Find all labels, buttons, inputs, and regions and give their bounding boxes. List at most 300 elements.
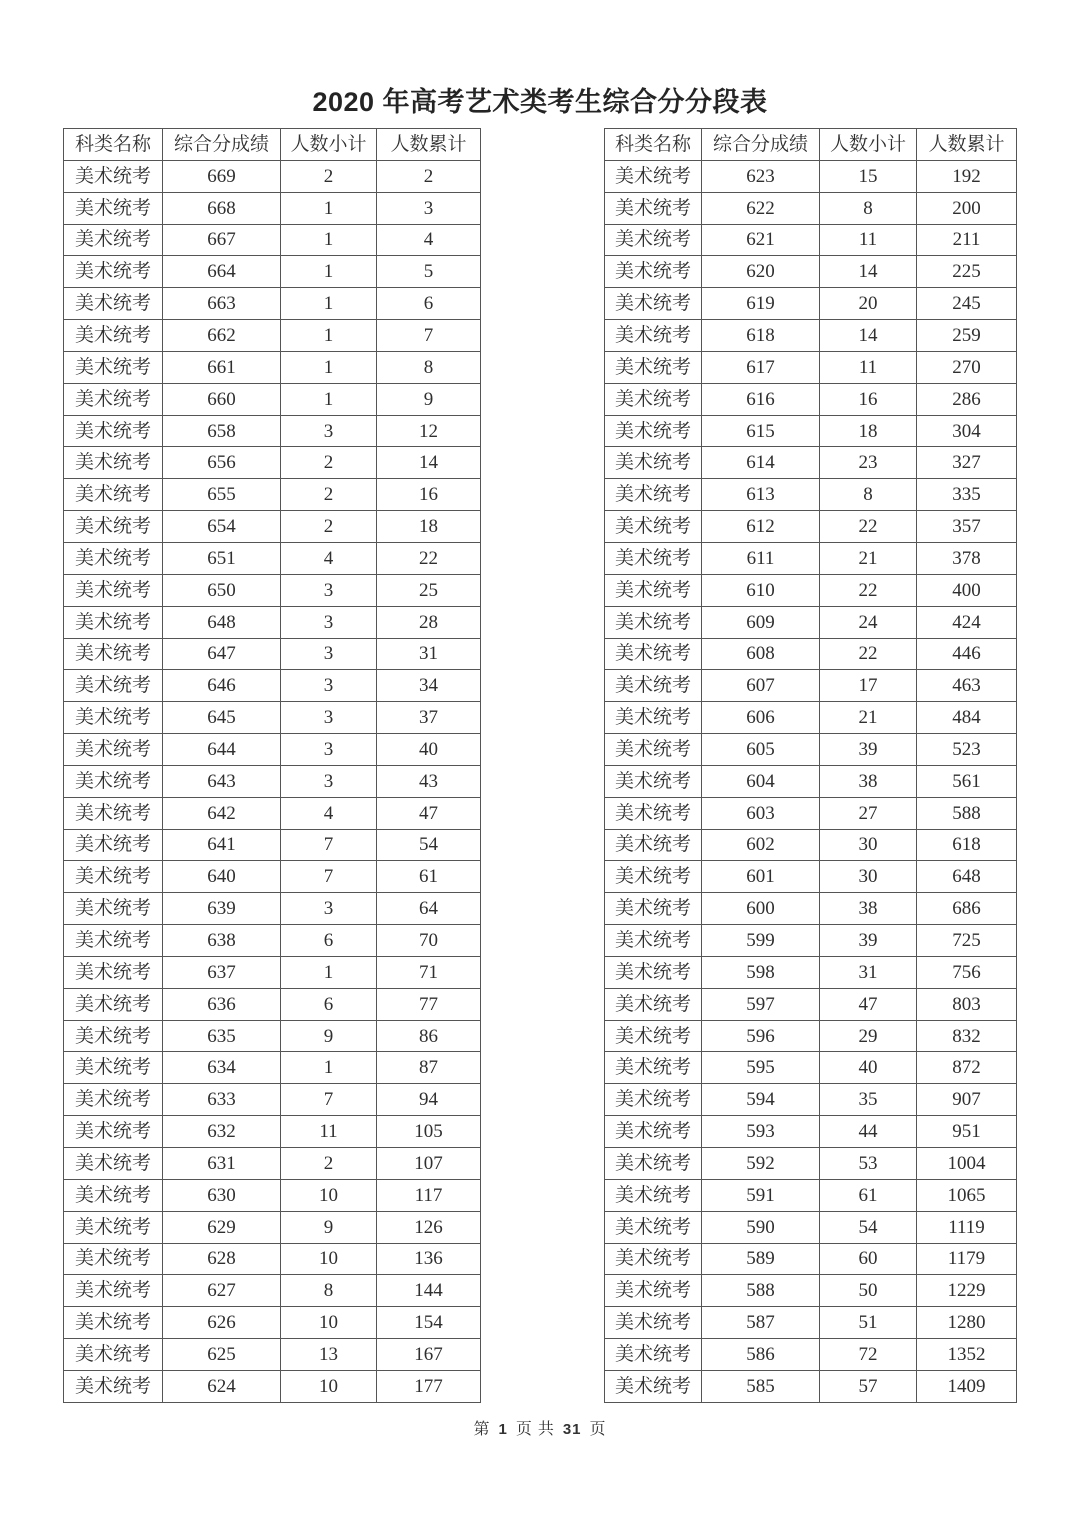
table-cell: 美术统考 bbox=[605, 797, 702, 829]
table-cell: 635 bbox=[163, 1020, 281, 1052]
table-row bbox=[605, 192, 1017, 224]
table-cell: 24 bbox=[820, 606, 917, 638]
table-cell: 美术统考 bbox=[64, 956, 163, 988]
table-cell: 51 bbox=[820, 1307, 917, 1339]
table-cell: 22 bbox=[820, 511, 917, 543]
table-cell: 16 bbox=[377, 479, 481, 511]
table-row bbox=[64, 1020, 481, 1052]
table-row bbox=[605, 734, 1017, 766]
table-cell: 9 bbox=[281, 1020, 377, 1052]
table-cell: 661 bbox=[163, 351, 281, 383]
table-cell: 54 bbox=[820, 1211, 917, 1243]
column-header: 综合分成绩 bbox=[163, 129, 281, 161]
table-cell: 美术统考 bbox=[605, 1179, 702, 1211]
table-cell: 70 bbox=[377, 925, 481, 957]
table-cell: 592 bbox=[702, 1148, 820, 1180]
table-row bbox=[64, 383, 481, 415]
table-cell: 美术统考 bbox=[605, 447, 702, 479]
table-cell: 609 bbox=[702, 606, 820, 638]
table-row bbox=[605, 1275, 1017, 1307]
table-cell: 136 bbox=[377, 1243, 481, 1275]
table-cell: 211 bbox=[917, 224, 1017, 256]
table-cell: 603 bbox=[702, 797, 820, 829]
table-cell: 245 bbox=[917, 288, 1017, 320]
table-cell: 634 bbox=[163, 1052, 281, 1084]
table-row bbox=[605, 447, 1017, 479]
tables-container bbox=[63, 128, 1017, 1403]
table-cell: 美术统考 bbox=[64, 638, 163, 670]
table-cell: 647 bbox=[163, 638, 281, 670]
table-cell: 30 bbox=[820, 861, 917, 893]
table-row bbox=[64, 829, 481, 861]
table-cell: 57 bbox=[820, 1370, 917, 1402]
table-cell: 25 bbox=[377, 574, 481, 606]
table-row bbox=[64, 192, 481, 224]
table-cell: 54 bbox=[377, 829, 481, 861]
table-cell: 667 bbox=[163, 224, 281, 256]
table-cell: 643 bbox=[163, 765, 281, 797]
score-table-right bbox=[604, 128, 1017, 1403]
table-cell: 美术统考 bbox=[605, 351, 702, 383]
table-cell: 648 bbox=[917, 861, 1017, 893]
table-row bbox=[64, 861, 481, 893]
table-cell: 600 bbox=[702, 893, 820, 925]
table-cell: 640 bbox=[163, 861, 281, 893]
table-cell: 622 bbox=[702, 192, 820, 224]
table-cell: 1 bbox=[281, 351, 377, 383]
table-cell: 美术统考 bbox=[64, 320, 163, 352]
table-cell: 648 bbox=[163, 606, 281, 638]
table-row bbox=[605, 606, 1017, 638]
table-cell: 623 bbox=[702, 160, 820, 192]
table-cell: 美术统考 bbox=[605, 702, 702, 734]
score-table-left bbox=[63, 128, 481, 1403]
table-cell: 1 bbox=[281, 956, 377, 988]
table-row bbox=[64, 1052, 481, 1084]
table-cell: 601 bbox=[702, 861, 820, 893]
table-cell: 美术统考 bbox=[605, 511, 702, 543]
table-row bbox=[605, 256, 1017, 288]
table-cell: 10 bbox=[281, 1307, 377, 1339]
table-cell: 620 bbox=[702, 256, 820, 288]
table-row bbox=[605, 351, 1017, 383]
table-row bbox=[605, 574, 1017, 606]
table-row bbox=[605, 479, 1017, 511]
table-cell: 642 bbox=[163, 797, 281, 829]
table-cell: 美术统考 bbox=[64, 160, 163, 192]
table-cell: 523 bbox=[917, 734, 1017, 766]
table-cell: 632 bbox=[163, 1116, 281, 1148]
table-cell: 591 bbox=[702, 1179, 820, 1211]
table-cell: 美术统考 bbox=[605, 1211, 702, 1243]
table-cell: 美术统考 bbox=[64, 797, 163, 829]
table-cell: 9 bbox=[377, 383, 481, 415]
table-cell: 美术统考 bbox=[605, 988, 702, 1020]
table-row bbox=[64, 511, 481, 543]
table-cell: 660 bbox=[163, 383, 281, 415]
table-cell: 619 bbox=[702, 288, 820, 320]
table-cell: 10 bbox=[281, 1370, 377, 1402]
table-row bbox=[64, 1243, 481, 1275]
table-cell: 335 bbox=[917, 479, 1017, 511]
table-cell: 357 bbox=[917, 511, 1017, 543]
table-cell: 633 bbox=[163, 1084, 281, 1116]
table-cell: 400 bbox=[917, 574, 1017, 606]
table-cell: 561 bbox=[917, 765, 1017, 797]
table-cell: 18 bbox=[377, 511, 481, 543]
table-cell: 美术统考 bbox=[64, 861, 163, 893]
table-cell: 47 bbox=[377, 797, 481, 829]
table-cell: 美术统考 bbox=[64, 734, 163, 766]
table-cell: 38 bbox=[820, 765, 917, 797]
table-cell: 14 bbox=[377, 447, 481, 479]
table-cell: 304 bbox=[917, 415, 1017, 447]
table-row bbox=[64, 638, 481, 670]
table-row bbox=[64, 1370, 481, 1402]
table-cell: 美术统考 bbox=[64, 1211, 163, 1243]
table-cell: 94 bbox=[377, 1084, 481, 1116]
table-row bbox=[605, 893, 1017, 925]
table-cell: 美术统考 bbox=[605, 479, 702, 511]
table-cell: 602 bbox=[702, 829, 820, 861]
table-row bbox=[64, 160, 481, 192]
table-row bbox=[605, 224, 1017, 256]
table-cell: 美术统考 bbox=[605, 160, 702, 192]
table-cell: 8 bbox=[820, 192, 917, 224]
table-cell: 593 bbox=[702, 1116, 820, 1148]
table-cell: 587 bbox=[702, 1307, 820, 1339]
table-cell: 美术统考 bbox=[605, 956, 702, 988]
table-cell: 3 bbox=[281, 574, 377, 606]
table-cell: 50 bbox=[820, 1275, 917, 1307]
table-cell: 美术统考 bbox=[64, 1052, 163, 1084]
table-cell: 40 bbox=[377, 734, 481, 766]
footer-page-total: 31 bbox=[562, 1421, 582, 1438]
table-cell: 美术统考 bbox=[64, 288, 163, 320]
table-row bbox=[64, 1339, 481, 1371]
column-header: 科类名称 bbox=[605, 129, 702, 161]
table-cell: 4 bbox=[281, 542, 377, 574]
table-cell: 53 bbox=[820, 1148, 917, 1180]
table-cell: 美术统考 bbox=[605, 542, 702, 574]
table-cell: 43 bbox=[377, 765, 481, 797]
table-cell: 596 bbox=[702, 1020, 820, 1052]
table-row bbox=[64, 320, 481, 352]
table-cell: 17 bbox=[820, 670, 917, 702]
table-row bbox=[64, 670, 481, 702]
table-cell: 605 bbox=[702, 734, 820, 766]
table-row bbox=[605, 925, 1017, 957]
table-cell: 6 bbox=[377, 288, 481, 320]
table-cell: 327 bbox=[917, 447, 1017, 479]
table-cell: 1179 bbox=[917, 1243, 1017, 1275]
table-cell: 597 bbox=[702, 988, 820, 1020]
table-cell: 4 bbox=[281, 797, 377, 829]
table-row bbox=[605, 638, 1017, 670]
table-row bbox=[64, 288, 481, 320]
table-cell: 614 bbox=[702, 447, 820, 479]
table-row bbox=[605, 670, 1017, 702]
table-cell: 200 bbox=[917, 192, 1017, 224]
table-cell: 463 bbox=[917, 670, 1017, 702]
column-header: 科类名称 bbox=[64, 129, 163, 161]
table-cell: 美术统考 bbox=[605, 1116, 702, 1148]
table-cell: 美术统考 bbox=[64, 351, 163, 383]
table-cell: 3 bbox=[281, 734, 377, 766]
table-cell: 14 bbox=[820, 256, 917, 288]
table-row bbox=[64, 702, 481, 734]
table-cell: 608 bbox=[702, 638, 820, 670]
table-cell: 3 bbox=[377, 192, 481, 224]
table-row bbox=[64, 1148, 481, 1180]
table-row bbox=[64, 956, 481, 988]
table-cell: 658 bbox=[163, 415, 281, 447]
table-cell: 625 bbox=[163, 1339, 281, 1371]
table-row bbox=[605, 1339, 1017, 1371]
table-cell: 2 bbox=[377, 160, 481, 192]
table-cell: 2 bbox=[281, 511, 377, 543]
table-cell: 588 bbox=[917, 797, 1017, 829]
page-footer bbox=[0, 1416, 1080, 1439]
table-cell: 美术统考 bbox=[64, 606, 163, 638]
table-cell: 618 bbox=[917, 829, 1017, 861]
table-cell: 美术统考 bbox=[64, 1339, 163, 1371]
table-cell: 美术统考 bbox=[605, 734, 702, 766]
table-cell: 美术统考 bbox=[605, 224, 702, 256]
table-cell: 美术统考 bbox=[605, 256, 702, 288]
table-row bbox=[64, 734, 481, 766]
table-cell: 7 bbox=[281, 1084, 377, 1116]
table-cell: 586 bbox=[702, 1339, 820, 1371]
table-row bbox=[64, 1084, 481, 1116]
table-cell: 美术统考 bbox=[605, 1052, 702, 1084]
table-cell: 87 bbox=[377, 1052, 481, 1084]
table-cell: 31 bbox=[377, 638, 481, 670]
table-cell: 30 bbox=[820, 829, 917, 861]
table-cell: 美术统考 bbox=[64, 1307, 163, 1339]
table-cell: 589 bbox=[702, 1243, 820, 1275]
table-cell: 20 bbox=[820, 288, 917, 320]
table-cell: 44 bbox=[820, 1116, 917, 1148]
table-cell: 7 bbox=[281, 861, 377, 893]
table-cell: 7 bbox=[281, 829, 377, 861]
table-cell: 61 bbox=[377, 861, 481, 893]
table-cell: 1 bbox=[281, 192, 377, 224]
table-cell: 259 bbox=[917, 320, 1017, 352]
table-cell: 美术统考 bbox=[605, 829, 702, 861]
table-cell: 663 bbox=[163, 288, 281, 320]
column-header: 人数累计 bbox=[377, 129, 481, 161]
table-cell: 3 bbox=[281, 638, 377, 670]
table-cell: 美术统考 bbox=[64, 256, 163, 288]
table-cell: 628 bbox=[163, 1243, 281, 1275]
table-cell: 607 bbox=[702, 670, 820, 702]
table-cell: 64 bbox=[377, 893, 481, 925]
table-cell: 8 bbox=[281, 1275, 377, 1307]
table-cell: 638 bbox=[163, 925, 281, 957]
table-row bbox=[605, 797, 1017, 829]
table-cell: 18 bbox=[820, 415, 917, 447]
table-cell: 美术统考 bbox=[64, 224, 163, 256]
table-cell: 832 bbox=[917, 1020, 1017, 1052]
table-row bbox=[64, 893, 481, 925]
table-cell: 美术统考 bbox=[605, 288, 702, 320]
table-cell: 2 bbox=[281, 160, 377, 192]
table-cell: 37 bbox=[377, 702, 481, 734]
footer-page-number: 1 bbox=[498, 1421, 508, 1438]
table-cell: 1229 bbox=[917, 1275, 1017, 1307]
table-row bbox=[605, 383, 1017, 415]
table-cell: 3 bbox=[281, 765, 377, 797]
table-cell: 15 bbox=[820, 160, 917, 192]
table-cell: 668 bbox=[163, 192, 281, 224]
table-cell: 1119 bbox=[917, 1211, 1017, 1243]
table-row bbox=[605, 765, 1017, 797]
table-cell: 686 bbox=[917, 893, 1017, 925]
table-row bbox=[605, 988, 1017, 1020]
table-cell: 27 bbox=[820, 797, 917, 829]
table-cell: 美术统考 bbox=[64, 1116, 163, 1148]
table-cell: 22 bbox=[820, 574, 917, 606]
table-cell: 14 bbox=[820, 320, 917, 352]
table-cell: 2 bbox=[281, 1148, 377, 1180]
table-cell: 77 bbox=[377, 988, 481, 1020]
table-row bbox=[605, 1116, 1017, 1148]
footer-infix: 页 共 bbox=[515, 1421, 555, 1438]
table-cell: 631 bbox=[163, 1148, 281, 1180]
table-cell: 655 bbox=[163, 479, 281, 511]
table-cell: 644 bbox=[163, 734, 281, 766]
table-cell: 美术统考 bbox=[64, 1020, 163, 1052]
table-cell: 1 bbox=[281, 288, 377, 320]
table-cell: 美术统考 bbox=[64, 447, 163, 479]
table-cell: 39 bbox=[820, 925, 917, 957]
table-cell: 美术统考 bbox=[64, 542, 163, 574]
table-cell: 美术统考 bbox=[64, 511, 163, 543]
table-cell: 31 bbox=[820, 956, 917, 988]
table-cell: 8 bbox=[820, 479, 917, 511]
table-row bbox=[64, 447, 481, 479]
table-cell: 1 bbox=[281, 1052, 377, 1084]
table-cell: 40 bbox=[820, 1052, 917, 1084]
table-cell: 604 bbox=[702, 765, 820, 797]
table-cell: 美术统考 bbox=[605, 1020, 702, 1052]
table-row bbox=[64, 1179, 481, 1211]
table-cell: 3 bbox=[281, 893, 377, 925]
table-row bbox=[64, 925, 481, 957]
table-cell: 446 bbox=[917, 638, 1017, 670]
table-cell: 662 bbox=[163, 320, 281, 352]
table-cell: 1 bbox=[281, 256, 377, 288]
table-cell: 34 bbox=[377, 670, 481, 702]
table-cell: 154 bbox=[377, 1307, 481, 1339]
table-cell: 613 bbox=[702, 479, 820, 511]
table-row bbox=[64, 1116, 481, 1148]
table-cell: 28 bbox=[377, 606, 481, 638]
table-cell: 669 bbox=[163, 160, 281, 192]
table-cell: 872 bbox=[917, 1052, 1017, 1084]
table-row bbox=[605, 956, 1017, 988]
table-cell: 616 bbox=[702, 383, 820, 415]
table-cell: 美术统考 bbox=[64, 574, 163, 606]
table-cell: 641 bbox=[163, 829, 281, 861]
table-cell: 35 bbox=[820, 1084, 917, 1116]
table-cell: 117 bbox=[377, 1179, 481, 1211]
table-cell: 美术统考 bbox=[605, 320, 702, 352]
table-cell: 611 bbox=[702, 542, 820, 574]
table-cell: 650 bbox=[163, 574, 281, 606]
table-row bbox=[605, 1243, 1017, 1275]
table-cell: 美术统考 bbox=[64, 383, 163, 415]
table-cell: 618 bbox=[702, 320, 820, 352]
header-row bbox=[64, 129, 481, 161]
table-cell: 6 bbox=[281, 988, 377, 1020]
page-title: 2020 年高考艺术类考生综合分分段表 bbox=[312, 87, 768, 117]
table-cell: 1065 bbox=[917, 1179, 1017, 1211]
table-row bbox=[605, 320, 1017, 352]
table-cell: 美术统考 bbox=[64, 893, 163, 925]
table-cell: 美术统考 bbox=[605, 415, 702, 447]
table-row bbox=[64, 1307, 481, 1339]
table-cell: 484 bbox=[917, 702, 1017, 734]
table-cell: 7 bbox=[377, 320, 481, 352]
table-cell: 756 bbox=[917, 956, 1017, 988]
table-cell: 646 bbox=[163, 670, 281, 702]
table-row bbox=[64, 351, 481, 383]
table-cell: 144 bbox=[377, 1275, 481, 1307]
table-cell: 595 bbox=[702, 1052, 820, 1084]
table-row bbox=[605, 160, 1017, 192]
table-cell: 5 bbox=[377, 256, 481, 288]
table-cell: 424 bbox=[917, 606, 1017, 638]
table-cell: 39 bbox=[820, 734, 917, 766]
table-cell: 美术统考 bbox=[64, 829, 163, 861]
table-cell: 86 bbox=[377, 1020, 481, 1052]
table-cell: 624 bbox=[163, 1370, 281, 1402]
table-row bbox=[605, 1307, 1017, 1339]
table-cell: 8 bbox=[377, 351, 481, 383]
table-cell: 29 bbox=[820, 1020, 917, 1052]
table-cell: 美术统考 bbox=[605, 1148, 702, 1180]
table-row bbox=[64, 224, 481, 256]
table-row bbox=[64, 1211, 481, 1243]
table-cell: 美术统考 bbox=[64, 415, 163, 447]
table-cell: 627 bbox=[163, 1275, 281, 1307]
table-cell: 1280 bbox=[917, 1307, 1017, 1339]
table-cell: 美术统考 bbox=[64, 479, 163, 511]
table-row bbox=[605, 702, 1017, 734]
table-cell: 639 bbox=[163, 893, 281, 925]
table-row bbox=[605, 861, 1017, 893]
table-cell: 3 bbox=[281, 606, 377, 638]
table-cell: 美术统考 bbox=[605, 1370, 702, 1402]
footer-prefix: 第 bbox=[473, 1421, 491, 1438]
table-row bbox=[605, 1052, 1017, 1084]
column-header: 人数小计 bbox=[281, 129, 377, 161]
table-cell: 225 bbox=[917, 256, 1017, 288]
table-cell: 61 bbox=[820, 1179, 917, 1211]
table-cell: 美术统考 bbox=[605, 383, 702, 415]
table-cell: 588 bbox=[702, 1275, 820, 1307]
table-cell: 6 bbox=[281, 925, 377, 957]
header-row bbox=[605, 129, 1017, 161]
table-row bbox=[605, 829, 1017, 861]
table-cell: 177 bbox=[377, 1370, 481, 1402]
table-cell: 270 bbox=[917, 351, 1017, 383]
table-cell: 637 bbox=[163, 956, 281, 988]
table-cell: 126 bbox=[377, 1211, 481, 1243]
column-header: 人数累计 bbox=[917, 129, 1017, 161]
